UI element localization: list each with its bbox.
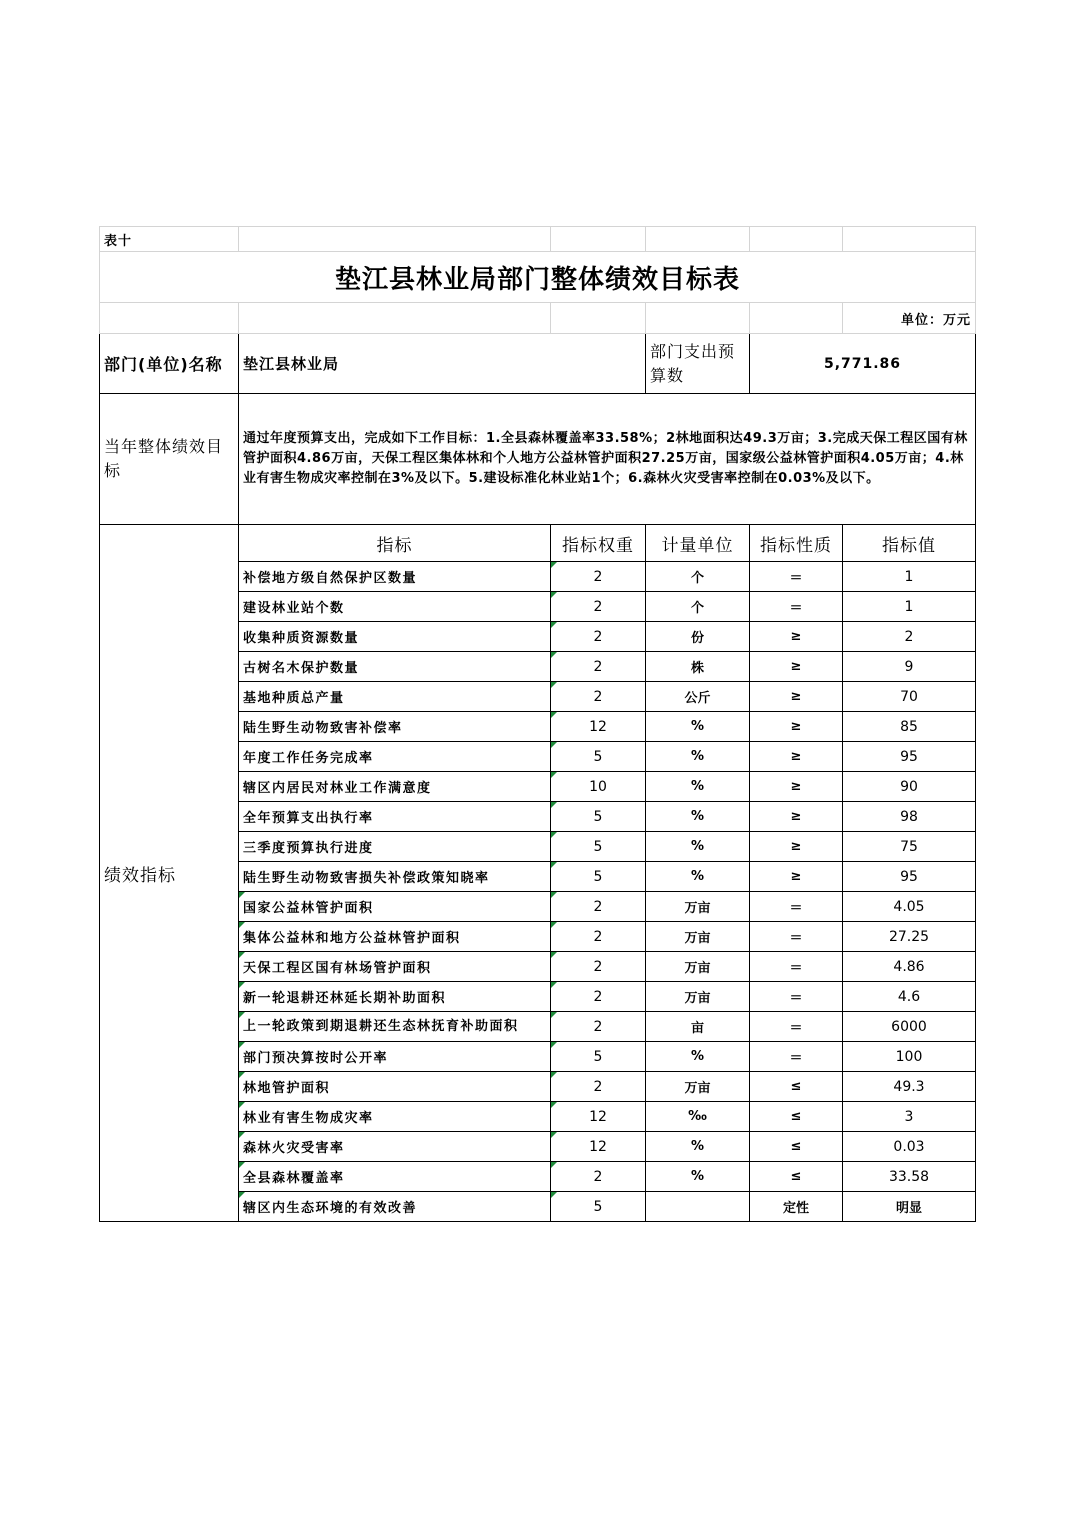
indicator-value: 9 [843, 652, 976, 682]
dept-row [100, 334, 976, 394]
indicator-name: 天保工程区国有林场管护面积 [239, 952, 551, 982]
indicator-unit: ‰ [646, 1102, 750, 1132]
header-unit: 计量单位 [646, 525, 750, 562]
header-nature: 指标性质 [750, 525, 843, 562]
unit-row [100, 303, 976, 334]
indicator-weight: 2 [551, 622, 646, 652]
indicator-value: 1 [843, 592, 976, 622]
indicator-name: 古树名木保护数量 [239, 652, 551, 682]
indicator-unit: % [646, 742, 750, 772]
budget-label: 部门支出预算数 [646, 334, 750, 394]
indicator-name: 辖区内生态环境的有效改善 [239, 1192, 551, 1222]
indicator-weight: 12 [551, 1102, 646, 1132]
indicator-name: 全年预算支出执行率 [239, 802, 551, 832]
indicator-value: 0.03 [843, 1132, 976, 1162]
dept-name-value: 垫江县林业局 [239, 334, 646, 394]
indicator-nature: ＝ [750, 1012, 843, 1042]
indicator-weight: 2 [551, 592, 646, 622]
indicator-value: 33.58 [843, 1162, 976, 1192]
indicator-nature: ＝ [750, 982, 843, 1012]
indicator-nature: ≥ [750, 802, 843, 832]
indicator-nature: ≥ [750, 652, 843, 682]
performance-target-sheet [99, 226, 975, 1222]
indicator-name: 部门预决算按时公开率 [239, 1042, 551, 1072]
indicator-name: 建设林业站个数 [239, 592, 551, 622]
indicator-name: 辖区内居民对林业工作满意度 [239, 772, 551, 802]
indicator-nature: ＝ [750, 592, 843, 622]
indicator-nature: ≥ [750, 772, 843, 802]
indicator-nature: 定性 [750, 1192, 843, 1222]
indicator-weight: 5 [551, 832, 646, 862]
indicator-weight: 2 [551, 1012, 646, 1042]
indicator-unit: % [646, 1162, 750, 1192]
indicator-weight: 5 [551, 1042, 646, 1072]
indicator-unit: 万亩 [646, 982, 750, 1012]
indicator-weight: 12 [551, 1132, 646, 1162]
indicator-value: 27.25 [843, 922, 976, 952]
indicator-name: 集体公益林和地方公益林管护面积 [239, 922, 551, 952]
indicator-unit: 个 [646, 592, 750, 622]
indicator-weight: 2 [551, 652, 646, 682]
table-tag: 表十 [100, 227, 239, 252]
indicator-unit: 个 [646, 562, 750, 592]
indicator-weight: 2 [551, 982, 646, 1012]
indicator-value: 4.6 [843, 982, 976, 1012]
indicator-name: 收集种质资源数量 [239, 622, 551, 652]
indicator-unit: 份 [646, 622, 750, 652]
indicator-name: 森林火灾受害率 [239, 1132, 551, 1162]
goal-label: 当年整体绩效目标 [100, 394, 239, 525]
indicator-name: 三季度预算执行进度 [239, 832, 551, 862]
indicator-value: 100 [843, 1042, 976, 1072]
indicator-weight: 2 [551, 1162, 646, 1192]
indicator-value: 3 [843, 1102, 976, 1132]
indicator-unit: % [646, 772, 750, 802]
indicator-unit: % [646, 1132, 750, 1162]
indicator-weight: 12 [551, 712, 646, 742]
indicator-unit: 公斤 [646, 682, 750, 712]
indicator-value: 75 [843, 832, 976, 862]
indicator-nature: ≤ [750, 1132, 843, 1162]
header-value: 指标值 [843, 525, 976, 562]
indicator-weight: 2 [551, 1072, 646, 1102]
indicator-name: 林地管护面积 [239, 1072, 551, 1102]
indicator-unit: % [646, 832, 750, 862]
indicator-weight: 2 [551, 682, 646, 712]
indicator-nature: ≥ [750, 832, 843, 862]
indicator-name: 上一轮政策到期退耕还生态林抚育补助面积 [239, 1012, 551, 1042]
indicator-name: 年度工作任务完成率 [239, 742, 551, 772]
indicator-unit: % [646, 1042, 750, 1072]
indicator-unit: 株 [646, 652, 750, 682]
goal-row [100, 394, 976, 525]
page-title: 垫江县林业局部门整体绩效目标表 [100, 252, 976, 303]
indicator-value: 70 [843, 682, 976, 712]
indicator-weight: 10 [551, 772, 646, 802]
indicator-nature: ＝ [750, 892, 843, 922]
indicator-unit: 万亩 [646, 922, 750, 952]
indicator-nature: ＝ [750, 952, 843, 982]
budget-value: 5,771.86 [750, 334, 976, 394]
indicator-nature: ≥ [750, 862, 843, 892]
indicator-unit [646, 1192, 750, 1222]
indicator-nature: ≤ [750, 1162, 843, 1192]
indicator-value: 90 [843, 772, 976, 802]
indicator-nature: ≤ [750, 1102, 843, 1132]
indicator-unit: % [646, 712, 750, 742]
indicator-value: 95 [843, 742, 976, 772]
indicator-value: 49.3 [843, 1072, 976, 1102]
indicator-unit: 万亩 [646, 1072, 750, 1102]
indicator-nature: ＝ [750, 922, 843, 952]
indicator-weight: 5 [551, 742, 646, 772]
goal-text: 通过年度预算支出，完成如下工作目标：1.全县森林覆盖率33.58%；2林地面积达49.3万亩；3.完成天保工程区国有林管护面积4.86万亩，天保工程区集体林和个人地方公益林管护面积27.25万亩，国家级公益林管护面积4.05万亩；4.林业有害生物成灾率控制在3%及以下。5.建设标准化林业站1个；6.森林火灾受害率控制在0.03%及以下。 [239, 394, 976, 525]
indicator-value: 4.05 [843, 892, 976, 922]
indicator-nature: ≥ [750, 742, 843, 772]
indicator-name: 补偿地方级自然保护区数量 [239, 562, 551, 592]
indicator-weight: 2 [551, 922, 646, 952]
indicator-name: 新一轮退耕还林延长期补助面积 [239, 982, 551, 1012]
indicator-name: 基地种质总产量 [239, 682, 551, 712]
header-indicator: 指标 [239, 525, 551, 562]
indicator-value: 1 [843, 562, 976, 592]
indicator-section-label: 绩效指标 [100, 525, 239, 1222]
indicator-name: 陆生野生动物致害损失补偿政策知晓率 [239, 862, 551, 892]
indicator-nature: ＝ [750, 562, 843, 592]
indicator-name: 国家公益林管护面积 [239, 892, 551, 922]
indicator-unit: 亩 [646, 1012, 750, 1042]
dept-name-label: 部门(单位)名称 [100, 334, 239, 394]
indicator-unit: 万亩 [646, 892, 750, 922]
header-weight: 指标权重 [551, 525, 646, 562]
title-row [100, 252, 976, 303]
indicator-nature: ≥ [750, 682, 843, 712]
indicator-value: 6000 [843, 1012, 976, 1042]
indicator-unit: 万亩 [646, 952, 750, 982]
indicator-value: 2 [843, 622, 976, 652]
unit-label: 单位：万元 [843, 303, 976, 334]
indicator-nature: ＝ [750, 1042, 843, 1072]
indicator-value: 85 [843, 712, 976, 742]
indicator-nature: ≤ [750, 1072, 843, 1102]
indicator-name: 全县森林覆盖率 [239, 1162, 551, 1192]
indicator-unit: % [646, 802, 750, 832]
indicator-value: 明显 [843, 1192, 976, 1222]
indicator-header-row [100, 525, 976, 562]
indicator-unit: % [646, 862, 750, 892]
indicator-value: 95 [843, 862, 976, 892]
indicator-value: 4.86 [843, 952, 976, 982]
indicator-weight: 2 [551, 562, 646, 592]
tag-row [100, 227, 976, 252]
indicator-weight: 5 [551, 802, 646, 832]
indicator-weight: 5 [551, 862, 646, 892]
indicator-weight: 2 [551, 892, 646, 922]
indicator-value: 98 [843, 802, 976, 832]
indicator-weight: 5 [551, 1192, 646, 1222]
indicator-name: 林业有害生物成灾率 [239, 1102, 551, 1132]
performance-table [99, 226, 976, 1222]
indicator-weight: 2 [551, 952, 646, 982]
indicator-nature: ≥ [750, 712, 843, 742]
indicator-name: 陆生野生动物致害补偿率 [239, 712, 551, 742]
indicator-nature: ≥ [750, 622, 843, 652]
